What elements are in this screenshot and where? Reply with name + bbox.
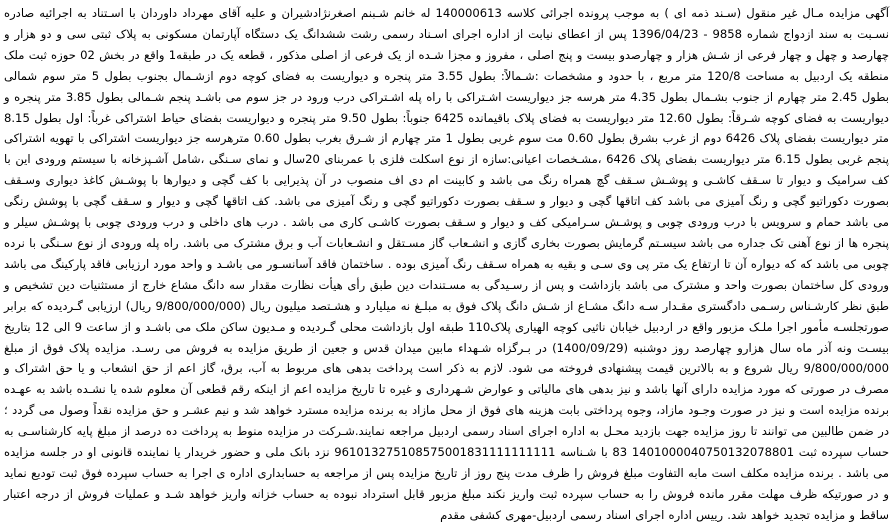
auction-notice-text: آگهی مزایده مـال غیر منقول (سـند ذمه ای ) به موجب پرونده اجرائی کلاسه 140000613 له خانم شـبنم اصغرنژادشیران و علیه آقای مهرداد داوردان با اسـتناد به اجرائیه صادره نسـبت به سند ازدواج شماره 9858 - 1396/04/23 پس از اعطای نیابت از اداره اجرای اسـناد رسمی رشت ششدانگ یک دستگاه آپارتمان مسکونی به پلاک ثبتی سی و دو هزار و چهارصد و چهل و چهار فرعی از شـش هزار و چهارصدو بیست و پنج اصلی ، مفروز و مجزا شـده از یک فرعی از اصلی مذکور ، قطعه یک در طبقه1 واقع در بخش 02 حوزه ثبت ملک منطقه یک اردبیل به مساحت 120/8 متر مربع ، با حدود و مشخصات :شـمالاً: بطول 3.55 متر پنجره و دیواریست به فضای کوچه دوم ازشـمال بجنوب بطول 5 متر سوم شمالی بطول 2.45 متر چهارم از جنوب بشـمال بطول 4.35 متر هرسه جز دیواریست اشـتراکی با راه پله اشـتراکی درب ورود در جز سوم می باشـد پنجم شـمالی بطول 3.85 متر پنجره و دیواریست به فضای کوچه شـرقاً: بطول 12.60 متر دیواریست به فضای پلاک باقیمانده 6425 جنوباً: بطول 9.50 متر پنجره و دیواریست بفضای حیاط اشتراکی غرباً: اول بطول 8.15 متر دیواریست بفضای پلاک 6426 دوم از غرب بشرق بطول 0.60 مت سوم غربی بطول 1 متر چهارم از شـرق بغرب بطول 0.60 مترهرسه جز دیواریست اشتراکی با تهویه اشتراکی پنجم غربی بطول 6.15 متر دیواریست بفضای پلاک 6426 ،مشـخصات اعیانی:سازه از نوع اسکلت فلزی با عمربنای 20سال و نمای سـنگی ،شامل آشـپزخانه با سیستم ورودی این با کف سرامیک و دیوار تا سـقف کاشـی و پوشـش سـقف گچ همراه رنگ می باشد و کابینت ام دی اف منصوب در آن پذیرایی با کف گچی و دیوارها با پوشـش کاغذ دیواری وسـقف بصورت دکوراتیو گچی و رنگ آمیزی می باشد کف اتاقها گچی و دیوار و سـقف بصورت دکوراتیو گچی و رنگ آمیزی می باشد. کف اتاقها گچی و دیوار و سـقف گچی با پوشش رنگی می باشد حمام و سرویس با درب ورودی چوبی و پوشـش سـرامیکی کف و دیوار و سـقف بصورت کاشـی کاری می باشد . درب های داخلی و درب ورودی چوبی با پوشـش سیلر و پنجره ها از نوع آهنی تک جداره می باشد سیسـتم گرمایش بصورت بخاری گازی و انشـعاب گاز مسـتقل و انشـعابات آب و برق مشترک می باشد. راه پله ورودی از نوع سـنگی با نرده چوبی می باشد که که دیواره آن تا ارتفاع یک متر پی وی سـی و بقیه به همراه سـقف رنگ آمیزی بوده . ساختمان فاقد آسانسـور می باشـد و واحد مورد ارزیابی فاقد پارکینگ می باشد ورودی کل ساختمان بصورت واحد و مشترک می باشد بازداشت و پس از رسـیدگی به مسـتندات دین طبق رأی هیأت نظارت مقدار سه دانگ مشاع خارج از مستثنیات دین تشخیص و طبق نظر کارشـناس رسـمی دادگستری مقـدار سـه دانگ مشـاع از شـش دانگ پلاک فوق به مبلـغ نه میلیارد و هشـتصد میلیون ریال (9/800/000/000 ریال) ارزیابی گـردیده که برابر صورتجلسـه مأمور اجرا ملـک مزبور واقع در اردبیل خیابان ناثیی کوچه الهیاری پلاک110 طبقه اول بازداشت محلی گـردیده و مـدیون ساکن ملک می باشـد و از ساعت 9 الی 12 بتاریخ بیسـت ونه آذر ماه سال هزارو چهارصد روز دوشنبه (1400/09/29) در بـرگزاه شـهداء مابین میدان قدس و جعین از طریق مزایده به فروش می رسـد. مزایده پلاک فوق از مبلغ 9/800/000/000 ریال شروع و به بالاترین قیمت پیشنهادی فروخته می شود. لازم به ذکر است پرداخت بدهی های مربوط به آب، برق، گاز اعم از حق انشعاب و یا حق اشتراک و مصرف در صورتی که مورد مزایده دارای آنها باشد و نیز بدهی های مالیاتی و عوارض شـهرداری و غیره تا تاریخ مزایده اعم از اینکه رقم قطعی آن معلوم شده یا نشـده باشد به عهـده برنده مزایده است و نیز در صورت وجـود مازاد، وجوه پرداختی بابت هزینه های فوق از محل مازاد به برنده مزایده مسترد خواهد شد و نیم عشـر و حق مزایده نقداً وصول می گردد ؛ در ضمن طالبین می توانند تا روز مزایده جهت بازدید محـل به اداره اجرای اسناد رسمی اردبیل مراجعه نمایند.شـرکت در مزایده منوط به پرداخت ده درصد از مبلغ پایه کارشناسـی به حساب سپرده ثبت 1401000040750132078801 83 با شـناسه 961013275108575001831111111111 نزد بانک ملی و حضور خریدار یا نماینده قانونی او در جلسه مزایده می باشد . برنده مزایده مکلف است مابه التفاوت مبلغ فروش را ظرف مدت پنج روز از تاریخ مزایده پس از مراجعه به حسابداری اداره ی اجرا به حساب سپرده فوق ثبت تودیع نماید و در صورتیکه ظرف مهلت مقرر مانده فروش را به حساب سپرده ثبت واریز نکند مبلغ مزبور قابل استرداد نبوده به حساب خزانه واریز خواهد شـد و عملیات فروش از درجه اعتبار ساقط و مزایده تجدید خواهد شد. رییس اداره اجرای اسناد رسمی اردبیل-مهری کشفی مقدم: [4, 6, 890, 522]
